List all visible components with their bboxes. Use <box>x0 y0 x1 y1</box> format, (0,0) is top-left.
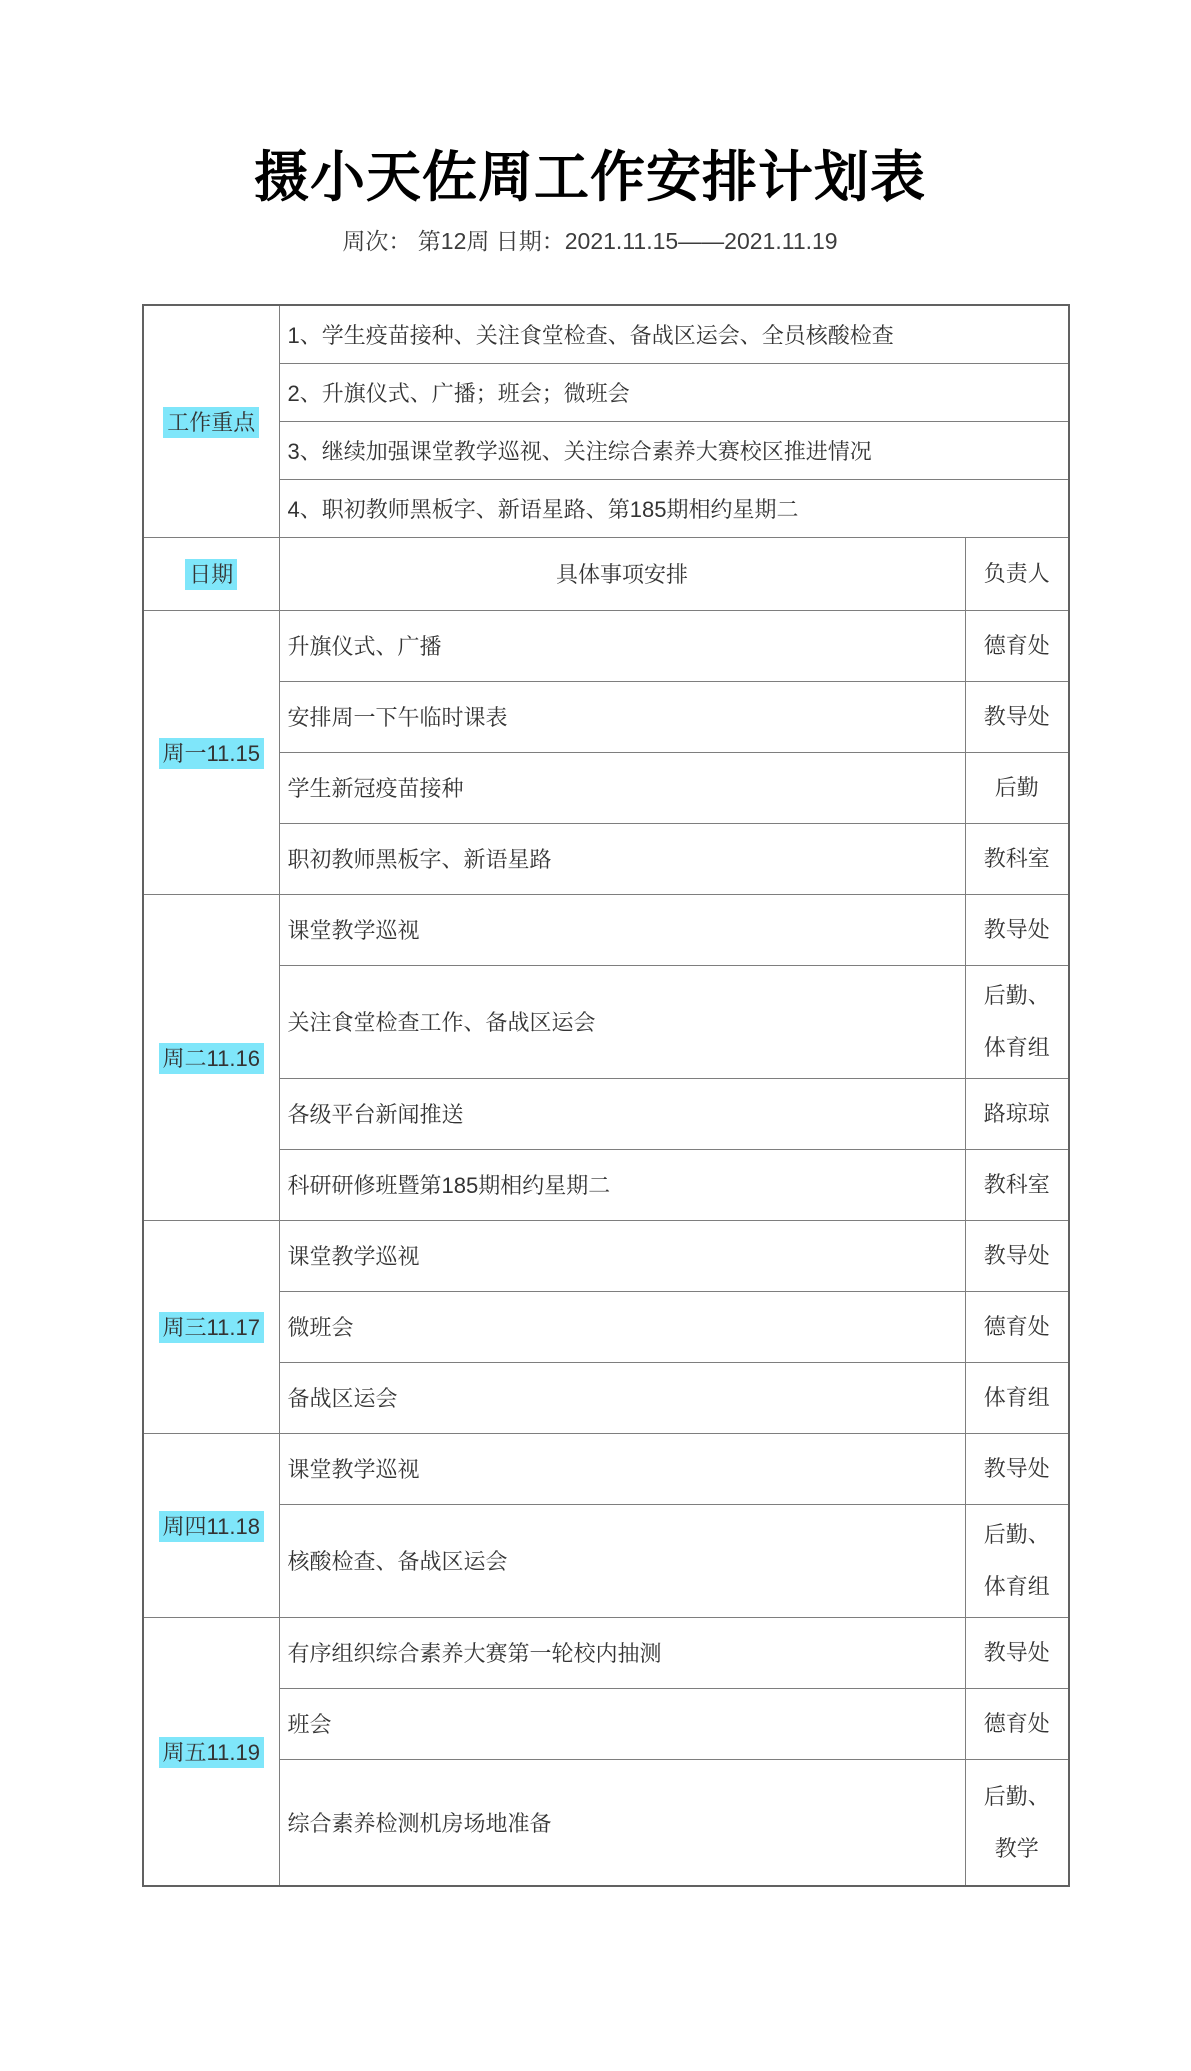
schedule-row <box>143 965 1069 1078</box>
owner-cell: 教科室 <box>965 823 1069 894</box>
owner-cell: 德育处 <box>965 1291 1069 1362</box>
day-label-cell <box>143 894 279 1220</box>
owner-cell: 后勤、 教学 <box>965 1759 1069 1886</box>
day-label: 周一11.15 <box>159 738 264 769</box>
task-cell: 有序组织综合素养大赛第一轮校内抽测 <box>279 1617 965 1688</box>
work-focus-row <box>143 421 1069 479</box>
work-focus-item: 4、职初教师黑板字、新语星路、第185期相约星期二 <box>279 479 1069 537</box>
weekly-schedule-table <box>142 304 1070 1887</box>
owner-cell: 教导处 <box>965 1220 1069 1291</box>
header-owner-cell: 负责人 <box>965 537 1069 610</box>
schedule-row <box>143 1362 1069 1433</box>
day-label-cell <box>143 1220 279 1433</box>
owner-cell: 后勤、 体育组 <box>965 965 1069 1078</box>
task-cell: 职初教师黑板字、新语星路 <box>279 823 965 894</box>
page-title: 摄小天佐周工作安排计划表 <box>253 146 926 208</box>
work-focus-item: 3、继续加强课堂教学巡视、关注综合素养大赛校区推进情况 <box>279 421 1069 479</box>
schedule-row <box>143 1504 1069 1617</box>
task-cell: 课堂教学巡视 <box>279 1220 965 1291</box>
day-label-cell <box>143 1617 279 1886</box>
schedule-row <box>143 1220 1069 1291</box>
page-subtitle: 周次： 第12周 日期：2021.11.15——2021.11.19 <box>342 228 838 255</box>
schedule-row <box>143 894 1069 965</box>
schedule-header-row <box>143 537 1069 610</box>
schedule-table-body <box>143 305 1069 1886</box>
header-tasks-cell: 具体事项安排 <box>279 537 965 610</box>
schedule-row <box>143 823 1069 894</box>
task-cell: 备战区运会 <box>279 1362 965 1433</box>
owner-cell: 教导处 <box>965 894 1069 965</box>
day-label: 周四11.18 <box>159 1511 264 1542</box>
task-cell: 课堂教学巡视 <box>279 1433 965 1504</box>
task-cell: 各级平台新闻推送 <box>279 1078 965 1149</box>
owner-cell: 路琼琼 <box>965 1078 1069 1149</box>
owner-cell: 教科室 <box>965 1149 1069 1220</box>
task-cell: 微班会 <box>279 1291 965 1362</box>
task-cell: 课堂教学巡视 <box>279 894 965 965</box>
owner-cell: 教导处 <box>965 681 1069 752</box>
header-date-label: 日期 <box>185 559 237 590</box>
schedule-row <box>143 1291 1069 1362</box>
task-cell: 综合素养检测机房场地准备 <box>279 1759 965 1886</box>
day-label-cell <box>143 1433 279 1617</box>
day-label: 周二11.16 <box>159 1043 264 1074</box>
schedule-row <box>143 1688 1069 1759</box>
schedule-row <box>143 1617 1069 1688</box>
work-focus-row <box>143 363 1069 421</box>
work-focus-label-cell <box>143 305 279 537</box>
task-cell: 学生新冠疫苗接种 <box>279 752 965 823</box>
work-focus-row <box>143 305 1069 363</box>
schedule-row <box>143 1433 1069 1504</box>
owner-cell: 后勤 <box>965 752 1069 823</box>
task-cell: 关注食堂检查工作、备战区运会 <box>279 965 965 1078</box>
schedule-row <box>143 610 1069 681</box>
day-label: 周五11.19 <box>159 1737 264 1768</box>
schedule-row <box>143 752 1069 823</box>
task-cell: 班会 <box>279 1688 965 1759</box>
schedule-row <box>143 1759 1069 1886</box>
day-label-cell <box>143 610 279 894</box>
work-focus-item: 2、升旗仪式、广播；班会；微班会 <box>279 363 1069 421</box>
owner-cell: 教导处 <box>965 1617 1069 1688</box>
owner-cell: 德育处 <box>965 1688 1069 1759</box>
task-cell: 核酸检查、备战区运会 <box>279 1504 965 1617</box>
owner-cell: 教导处 <box>965 1433 1069 1504</box>
work-focus-item: 1、学生疫苗接种、关注食堂检查、备战区运会、全员核酸检查 <box>279 305 1069 363</box>
work-focus-row <box>143 479 1069 537</box>
header-date-cell <box>143 537 279 610</box>
schedule-row <box>143 1078 1069 1149</box>
task-cell: 升旗仪式、广播 <box>279 610 965 681</box>
day-label: 周三11.17 <box>159 1312 264 1343</box>
owner-cell: 体育组 <box>965 1362 1069 1433</box>
schedule-row <box>143 1149 1069 1220</box>
schedule-row <box>143 681 1069 752</box>
work-focus-label: 工作重点 <box>163 407 259 438</box>
owner-cell: 德育处 <box>965 610 1069 681</box>
task-cell: 安排周一下午临时课表 <box>279 681 965 752</box>
task-cell: 科研研修班暨第185期相约星期二 <box>279 1149 965 1220</box>
owner-cell: 后勤、 体育组 <box>965 1504 1069 1617</box>
